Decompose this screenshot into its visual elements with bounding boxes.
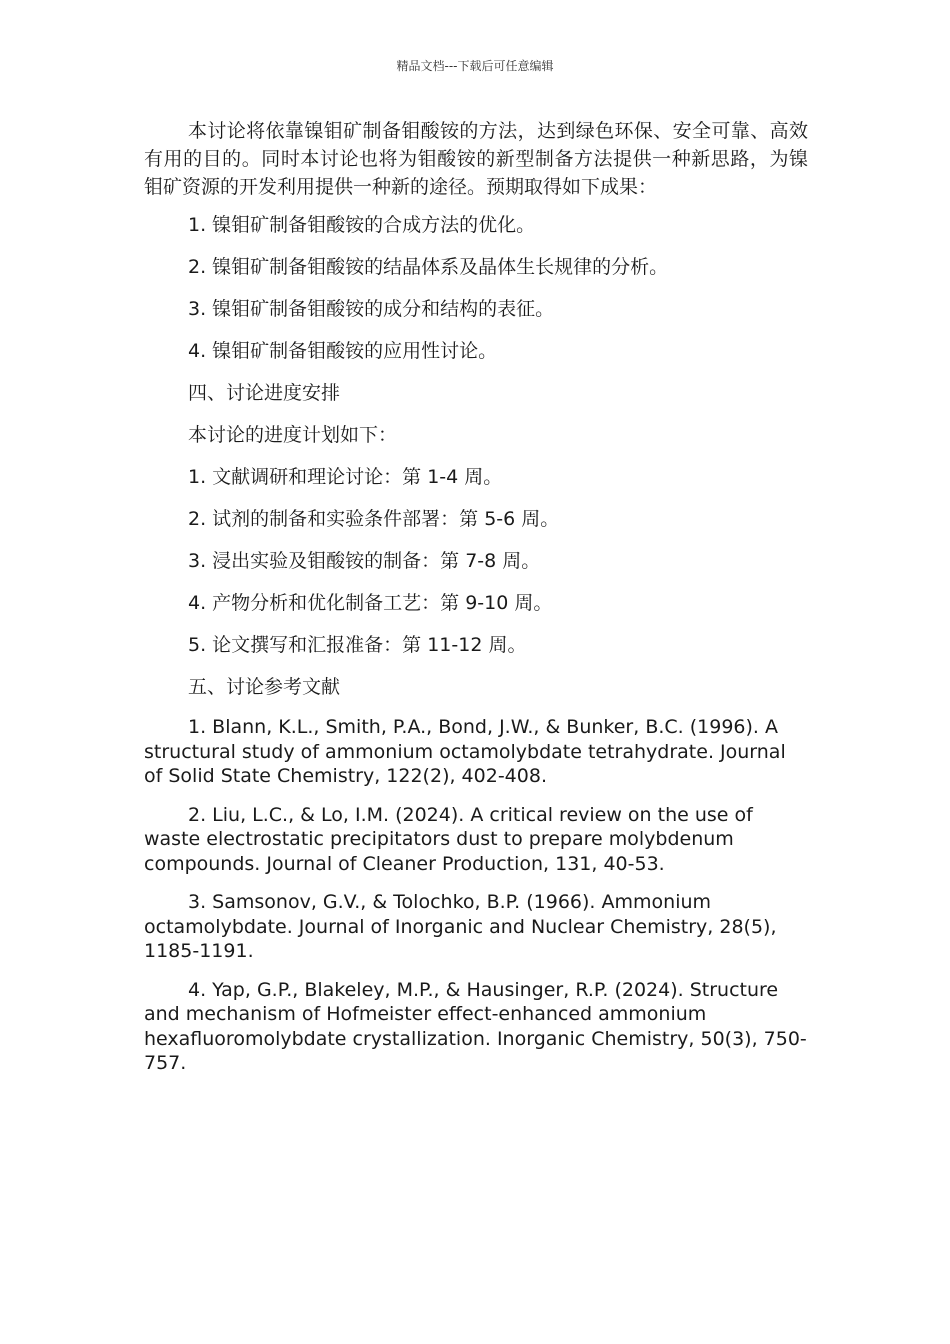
reference-item: 2. Liu, L.C., & Lo, I.M. (2024). A critical review on the use of waste electrostatic precipitators dust to prepare molybdenum compounds. Journal of Cleaner Production, 131, 40-53.	[144, 803, 753, 875]
schedule-item: 2. 试剂的制备和实验条件部署：第 5-6 周。	[188, 508, 560, 530]
schedule-item: 4. 产物分析和优化制备工艺：第 9-10 周。	[188, 592, 553, 614]
outcome-item: 2. 镍钼矿制备钼酸铵的结晶体系及晶体生长规律的分析。	[188, 256, 669, 278]
document-body	[144, 117, 808, 1090]
schedule-item: 5. 论文撰写和汇报准备：第 11-12 周。	[188, 634, 527, 656]
schedule-intro: 本讨论的进度计划如下：	[188, 424, 398, 446]
schedule-list	[144, 463, 808, 659]
reference-item: 1. Blann, K.L., Smith, P.A., Bond, J.W., & Bunker, B.C. (1996). A structural study of ammonium octamolybdate tetrahydrate. Journal of Solid State Chemistry, 122(2), 402-408.	[144, 716, 786, 787]
references-list	[144, 715, 808, 1076]
schedule-item: 1. 文献调研和理论讨论：第 1-4 周。	[188, 466, 503, 488]
reference-item: 3. Samsonov, G.V., & Tolochko, B.P. (1966). Ammonium octamolybdate. Journal of Inorganic and Nuclear Chemistry, 28(5), 1185-1191.	[144, 891, 777, 962]
reference-item: 4. Yap, G.P., Blakeley, M.P., & Hausinger, R.P. (2024). Structure and mechanism of Hofmeister effect-enhanced ammonium hexafluoromolybdate crystallization. Inorganic Chemistry, 50(3), 750-757.	[144, 978, 807, 1074]
section-heading-references: 五、讨论参考文献	[188, 676, 341, 698]
outcomes-list	[144, 211, 808, 365]
schedule-item: 3. 浸出实验及钼酸铵的制备：第 7-8 周。	[188, 550, 541, 572]
outcome-item: 4. 镍钼矿制备钼酸铵的应用性讨论。	[188, 340, 498, 362]
outcome-item: 3. 镍钼矿制备钼酸铵的成分和结构的表征。	[188, 298, 555, 320]
page-header: 精品文档---下载后可任意编辑	[396, 59, 554, 73]
section-heading-schedule: 四、讨论进度安排	[188, 382, 341, 404]
intro-paragraph: 本讨论将依靠镍钼矿制备钼酸铵的方法，达到绿色环保、安全可靠、高效有用的目的。同时本讨论也将为钼酸铵的新型制备方法提供一种新思路，为镍钼矿资源的开发利用提供一种新的途径。预期取得如下成果：	[144, 120, 808, 198]
outcome-item: 1. 镍钼矿制备钼酸铵的合成方法的优化。	[188, 214, 536, 236]
